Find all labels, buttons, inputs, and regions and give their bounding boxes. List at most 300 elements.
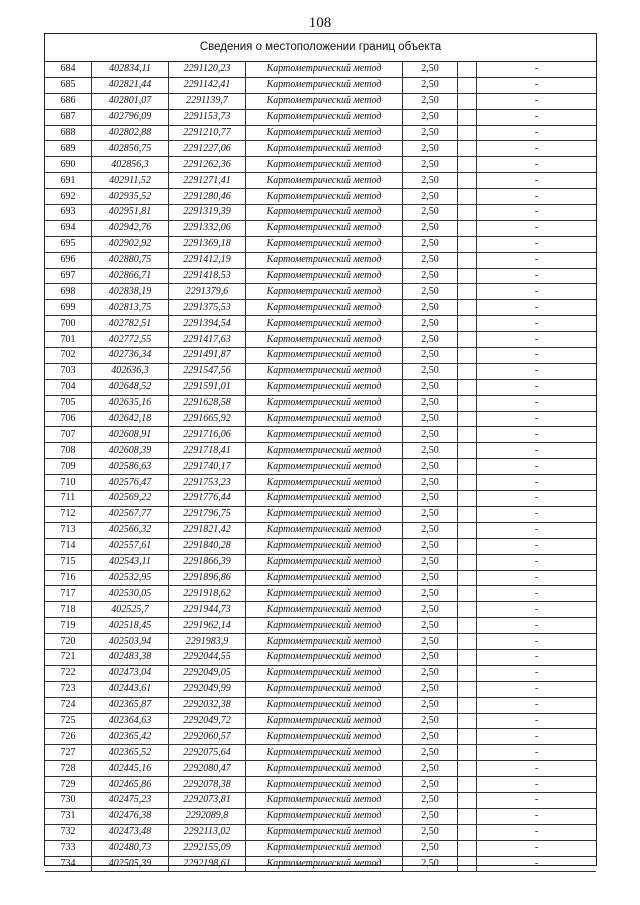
table-row <box>45 554 596 570</box>
empty-cell <box>458 427 477 443</box>
table-row <box>45 316 596 332</box>
coord-y-cell: 2291896,86 <box>169 570 246 586</box>
method-cell: Картометрический метод <box>246 236 403 252</box>
description-cell: - <box>477 761 597 777</box>
accuracy-cell: 2,50 <box>403 602 458 618</box>
table-row <box>45 522 596 538</box>
coord-y-cell: 2291866,39 <box>169 554 246 570</box>
coord-y-cell: 2291262,36 <box>169 157 246 173</box>
coord-x-cell: 402473,48 <box>92 824 169 840</box>
empty-cell <box>458 522 477 538</box>
coord-y-cell: 2291628,58 <box>169 395 246 411</box>
point-number-cell: 707 <box>45 427 92 443</box>
accuracy-cell: 2,50 <box>403 586 458 602</box>
table-row <box>45 649 596 665</box>
method-cell: Картометрический метод <box>246 427 403 443</box>
point-number-cell: 721 <box>45 649 92 665</box>
method-cell: Картометрический метод <box>246 777 403 793</box>
method-cell: Картометрический метод <box>246 554 403 570</box>
table-row <box>45 570 596 586</box>
method-cell: Картометрический метод <box>246 379 403 395</box>
table-row <box>45 395 596 411</box>
table-row <box>45 205 596 221</box>
accuracy-cell: 2,50 <box>403 93 458 109</box>
point-number-cell: 714 <box>45 538 92 554</box>
accuracy-cell: 2,50 <box>403 538 458 554</box>
coord-y-cell: 2291139,7 <box>169 93 246 109</box>
accuracy-cell: 2,50 <box>403 618 458 634</box>
accuracy-cell: 2,50 <box>403 491 458 507</box>
method-cell: Картометрический метод <box>246 411 403 427</box>
accuracy-cell: 2,50 <box>403 109 458 125</box>
empty-cell <box>458 586 477 602</box>
coord-x-cell: 402834,11 <box>92 62 169 77</box>
empty-cell <box>458 554 477 570</box>
coord-x-cell: 402475,23 <box>92 792 169 808</box>
point-number-cell: 728 <box>45 761 92 777</box>
coord-x-cell: 402635,16 <box>92 395 169 411</box>
description-cell: - <box>477 681 597 697</box>
accuracy-cell: 2,50 <box>403 681 458 697</box>
description-cell: - <box>477 189 597 205</box>
coord-y-cell: 2291665,92 <box>169 411 246 427</box>
empty-cell <box>458 856 477 872</box>
coord-x-cell: 402483,38 <box>92 649 169 665</box>
empty-cell <box>458 649 477 665</box>
empty-cell <box>458 681 477 697</box>
point-number-cell: 701 <box>45 332 92 348</box>
accuracy-cell: 2,50 <box>403 220 458 236</box>
coord-x-cell: 402532,95 <box>92 570 169 586</box>
empty-cell <box>458 236 477 252</box>
description-cell: - <box>477 729 597 745</box>
point-number-cell: 727 <box>45 745 92 761</box>
table-row <box>45 808 596 824</box>
method-cell: Картометрический метод <box>246 220 403 236</box>
point-number-cell: 718 <box>45 602 92 618</box>
description-cell: - <box>477 141 597 157</box>
method-cell: Картометрический метод <box>246 634 403 650</box>
empty-cell <box>458 570 477 586</box>
empty-cell <box>458 459 477 475</box>
accuracy-cell: 2,50 <box>403 522 458 538</box>
coord-y-cell: 2291369,18 <box>169 236 246 252</box>
method-cell: Картометрический метод <box>246 363 403 379</box>
coord-y-cell: 2291591,01 <box>169 379 246 395</box>
method-cell: Картометрический метод <box>246 77 403 93</box>
method-cell: Картометрический метод <box>246 745 403 761</box>
coord-y-cell: 2291319,39 <box>169 205 246 221</box>
table-row <box>45 332 596 348</box>
empty-cell <box>458 93 477 109</box>
table-row <box>45 443 596 459</box>
coord-x-cell: 402557,61 <box>92 538 169 554</box>
table-row <box>45 236 596 252</box>
description-cell: - <box>477 618 597 634</box>
point-number-cell: 712 <box>45 506 92 522</box>
coord-x-cell: 402569,22 <box>92 491 169 507</box>
coord-x-cell: 402608,39 <box>92 443 169 459</box>
coord-y-cell: 2292032,38 <box>169 697 246 713</box>
empty-cell <box>458 141 477 157</box>
method-cell: Картометрический метод <box>246 189 403 205</box>
accuracy-cell: 2,50 <box>403 157 458 173</box>
accuracy-cell: 2,50 <box>403 395 458 411</box>
table-row <box>45 745 596 761</box>
coord-y-cell: 2291547,56 <box>169 363 246 379</box>
method-cell: Картометрический метод <box>246 570 403 586</box>
accuracy-cell: 2,50 <box>403 554 458 570</box>
coord-y-cell: 2292049,99 <box>169 681 246 697</box>
point-number-cell: 687 <box>45 109 92 125</box>
point-number-cell: 724 <box>45 697 92 713</box>
point-number-cell: 734 <box>45 856 92 872</box>
table-row <box>45 348 596 364</box>
coord-y-cell: 2292060,57 <box>169 729 246 745</box>
coord-y-cell: 2291716,06 <box>169 427 246 443</box>
coord-y-cell: 2292155,09 <box>169 840 246 856</box>
accuracy-cell: 2,50 <box>403 792 458 808</box>
table-row <box>45 586 596 602</box>
empty-cell <box>458 777 477 793</box>
point-number-cell: 733 <box>45 840 92 856</box>
description-cell: - <box>477 634 597 650</box>
method-cell: Картометрический метод <box>246 109 403 125</box>
coord-x-cell: 402505,39 <box>92 856 169 872</box>
empty-cell <box>458 792 477 808</box>
method-cell: Картометрический метод <box>246 459 403 475</box>
coord-x-cell: 402543,11 <box>92 554 169 570</box>
coord-y-cell: 2291740,17 <box>169 459 246 475</box>
description-cell: - <box>477 570 597 586</box>
empty-cell <box>458 268 477 284</box>
method-cell: Картометрический метод <box>246 538 403 554</box>
method-cell: Картометрический метод <box>246 157 403 173</box>
coord-y-cell: 2291962,14 <box>169 618 246 634</box>
coord-y-cell: 2292089,8 <box>169 808 246 824</box>
description-cell: - <box>477 459 597 475</box>
description-cell: - <box>477 316 597 332</box>
coord-x-cell: 402866,71 <box>92 268 169 284</box>
coord-y-cell: 2291418,53 <box>169 268 246 284</box>
description-cell: - <box>477 697 597 713</box>
coord-y-cell: 2292044,55 <box>169 649 246 665</box>
table-row <box>45 157 596 173</box>
coord-x-cell: 402503,94 <box>92 634 169 650</box>
description-cell: - <box>477 491 597 507</box>
method-cell: Картометрический метод <box>246 665 403 681</box>
empty-cell <box>458 363 477 379</box>
accuracy-cell: 2,50 <box>403 856 458 872</box>
description-cell: - <box>477 379 597 395</box>
description-cell: - <box>477 538 597 554</box>
coord-x-cell: 402476,38 <box>92 808 169 824</box>
description-cell: - <box>477 93 597 109</box>
coord-y-cell: 2291332,06 <box>169 220 246 236</box>
description-cell: - <box>477 824 597 840</box>
accuracy-cell: 2,50 <box>403 411 458 427</box>
description-cell: - <box>477 363 597 379</box>
coord-x-cell: 402951,81 <box>92 205 169 221</box>
empty-cell <box>458 205 477 221</box>
point-number-cell: 689 <box>45 141 92 157</box>
accuracy-cell: 2,50 <box>403 332 458 348</box>
point-number-cell: 705 <box>45 395 92 411</box>
method-cell: Картометрический метод <box>246 506 403 522</box>
point-number-cell: 699 <box>45 300 92 316</box>
empty-cell <box>458 491 477 507</box>
coord-x-cell: 402480,73 <box>92 840 169 856</box>
description-cell: - <box>477 348 597 364</box>
description-cell: - <box>477 300 597 316</box>
empty-cell <box>458 395 477 411</box>
point-number-cell: 732 <box>45 824 92 840</box>
empty-cell <box>458 316 477 332</box>
coord-x-cell: 402796,09 <box>92 109 169 125</box>
empty-cell <box>458 697 477 713</box>
accuracy-cell: 2,50 <box>403 777 458 793</box>
coord-x-cell: 402772,55 <box>92 332 169 348</box>
description-cell: - <box>477 395 597 411</box>
method-cell: Картометрический метод <box>246 697 403 713</box>
method-cell: Картометрический метод <box>246 491 403 507</box>
table-row <box>45 93 596 109</box>
method-cell: Картометрический метод <box>246 840 403 856</box>
coord-x-cell: 402445,16 <box>92 761 169 777</box>
coord-y-cell: 2291491,87 <box>169 348 246 364</box>
table-row <box>45 729 596 745</box>
point-number-cell: 725 <box>45 713 92 729</box>
empty-cell <box>458 332 477 348</box>
method-cell: Картометрический метод <box>246 395 403 411</box>
table-row <box>45 856 596 872</box>
empty-cell <box>458 348 477 364</box>
table-row <box>45 411 596 427</box>
coord-y-cell: 2291776,44 <box>169 491 246 507</box>
coord-y-cell: 2291821,42 <box>169 522 246 538</box>
method-cell: Картометрический метод <box>246 808 403 824</box>
point-number-cell: 684 <box>45 62 92 77</box>
point-number-cell: 717 <box>45 586 92 602</box>
description-cell: - <box>477 522 597 538</box>
coord-x-cell: 402856,3 <box>92 157 169 173</box>
coord-y-cell: 2291375,53 <box>169 300 246 316</box>
method-cell: Картометрический метод <box>246 316 403 332</box>
coord-x-cell: 402802,88 <box>92 125 169 141</box>
empty-cell <box>458 411 477 427</box>
description-cell: - <box>477 427 597 443</box>
method-cell: Картометрический метод <box>246 93 403 109</box>
point-number-cell: 726 <box>45 729 92 745</box>
accuracy-cell: 2,50 <box>403 268 458 284</box>
description-cell: - <box>477 443 597 459</box>
coord-x-cell: 402364,63 <box>92 713 169 729</box>
description-cell: - <box>477 284 597 300</box>
boundary-table-frame <box>44 33 597 869</box>
point-number-cell: 704 <box>45 379 92 395</box>
table-row <box>45 824 596 840</box>
empty-cell <box>458 634 477 650</box>
coord-x-cell: 402525,7 <box>92 602 169 618</box>
accuracy-cell: 2,50 <box>403 649 458 665</box>
method-cell: Картометрический метод <box>246 618 403 634</box>
table-row <box>45 189 596 205</box>
empty-cell <box>458 729 477 745</box>
empty-cell <box>458 538 477 554</box>
table-row <box>45 141 596 157</box>
coord-x-cell: 402648,52 <box>92 379 169 395</box>
description-cell: - <box>477 745 597 761</box>
empty-cell <box>458 761 477 777</box>
point-number-cell: 729 <box>45 777 92 793</box>
method-cell: Картометрический метод <box>246 475 403 491</box>
description-cell: - <box>477 475 597 491</box>
description-cell: - <box>477 649 597 665</box>
method-cell: Картометрический метод <box>246 856 403 872</box>
description-cell: - <box>477 268 597 284</box>
coord-y-cell: 2291153,73 <box>169 109 246 125</box>
accuracy-cell: 2,50 <box>403 745 458 761</box>
description-cell: - <box>477 205 597 221</box>
table-row <box>45 840 596 856</box>
accuracy-cell: 2,50 <box>403 125 458 141</box>
accuracy-cell: 2,50 <box>403 363 458 379</box>
coord-x-cell: 402608,91 <box>92 427 169 443</box>
table-row <box>45 792 596 808</box>
table-row <box>45 173 596 189</box>
empty-cell <box>458 379 477 395</box>
table-row <box>45 427 596 443</box>
accuracy-cell: 2,50 <box>403 77 458 93</box>
coord-x-cell: 402813,75 <box>92 300 169 316</box>
point-number-cell: 686 <box>45 93 92 109</box>
coord-x-cell: 402566,32 <box>92 522 169 538</box>
empty-cell <box>458 220 477 236</box>
coord-y-cell: 2292198,61 <box>169 856 246 872</box>
empty-cell <box>458 109 477 125</box>
coord-x-cell: 402576,47 <box>92 475 169 491</box>
description-cell: - <box>477 332 597 348</box>
accuracy-cell: 2,50 <box>403 729 458 745</box>
table-row <box>45 777 596 793</box>
description-cell: - <box>477 586 597 602</box>
table-row <box>45 125 596 141</box>
description-cell: - <box>477 236 597 252</box>
table-row <box>45 602 596 618</box>
coord-x-cell: 402365,42 <box>92 729 169 745</box>
accuracy-cell: 2,50 <box>403 252 458 268</box>
empty-cell <box>458 300 477 316</box>
coord-y-cell: 2291271,41 <box>169 173 246 189</box>
description-cell: - <box>477 713 597 729</box>
accuracy-cell: 2,50 <box>403 808 458 824</box>
table-row <box>45 634 596 650</box>
method-cell: Картометрический метод <box>246 268 403 284</box>
coord-y-cell: 2291983,9 <box>169 634 246 650</box>
description-cell: - <box>477 554 597 570</box>
empty-cell <box>458 62 477 77</box>
table-row <box>45 300 596 316</box>
method-cell: Картометрический метод <box>246 681 403 697</box>
coord-y-cell: 2292049,72 <box>169 713 246 729</box>
coord-x-cell: 402821,44 <box>92 77 169 93</box>
table-row <box>45 459 596 475</box>
empty-cell <box>458 840 477 856</box>
table-row <box>45 681 596 697</box>
coord-y-cell: 2292113,02 <box>169 824 246 840</box>
table-row <box>45 475 596 491</box>
coord-x-cell: 402465,86 <box>92 777 169 793</box>
table-row <box>45 62 596 77</box>
empty-cell <box>458 745 477 761</box>
coordinates-table <box>45 62 596 872</box>
coord-y-cell: 2291840,28 <box>169 538 246 554</box>
method-cell: Картометрический метод <box>246 792 403 808</box>
point-number-cell: 695 <box>45 236 92 252</box>
empty-cell <box>458 252 477 268</box>
description-cell: - <box>477 506 597 522</box>
coord-x-cell: 402782,51 <box>92 316 169 332</box>
accuracy-cell: 2,50 <box>403 459 458 475</box>
description-cell: - <box>477 77 597 93</box>
accuracy-cell: 2,50 <box>403 570 458 586</box>
method-cell: Картометрический метод <box>246 348 403 364</box>
empty-cell <box>458 824 477 840</box>
coord-x-cell: 402942,76 <box>92 220 169 236</box>
method-cell: Картометрический метод <box>246 332 403 348</box>
point-number-cell: 690 <box>45 157 92 173</box>
table-row <box>45 697 596 713</box>
coord-y-cell: 2291417,63 <box>169 332 246 348</box>
method-cell: Картометрический метод <box>246 443 403 459</box>
description-cell: - <box>477 157 597 173</box>
coord-x-cell: 402473,04 <box>92 665 169 681</box>
method-cell: Картометрический метод <box>246 125 403 141</box>
accuracy-cell: 2,50 <box>403 173 458 189</box>
table-row <box>45 252 596 268</box>
coord-x-cell: 402736,34 <box>92 348 169 364</box>
point-number-cell: 722 <box>45 665 92 681</box>
point-number-cell: 708 <box>45 443 92 459</box>
point-number-cell: 685 <box>45 77 92 93</box>
coord-x-cell: 402902,92 <box>92 236 169 252</box>
point-number-cell: 702 <box>45 348 92 364</box>
empty-cell <box>458 808 477 824</box>
accuracy-cell: 2,50 <box>403 316 458 332</box>
point-number-cell: 703 <box>45 363 92 379</box>
method-cell: Картометрический метод <box>246 824 403 840</box>
coord-x-cell: 402880,75 <box>92 252 169 268</box>
description-cell: - <box>477 808 597 824</box>
point-number-cell: 706 <box>45 411 92 427</box>
coord-y-cell: 2291944,73 <box>169 602 246 618</box>
coord-x-cell: 402935,52 <box>92 189 169 205</box>
point-number-cell: 709 <box>45 459 92 475</box>
description-cell: - <box>477 777 597 793</box>
description-cell: - <box>477 62 597 77</box>
coord-x-cell: 402365,52 <box>92 745 169 761</box>
accuracy-cell: 2,50 <box>403 634 458 650</box>
table-body <box>45 62 596 872</box>
accuracy-cell: 2,50 <box>403 62 458 77</box>
method-cell: Картометрический метод <box>246 649 403 665</box>
coord-x-cell: 402586,63 <box>92 459 169 475</box>
page-number: 108 <box>308 15 332 31</box>
point-number-cell: 720 <box>45 634 92 650</box>
coord-x-cell: 402642,18 <box>92 411 169 427</box>
accuracy-cell: 2,50 <box>403 236 458 252</box>
table-row <box>45 506 596 522</box>
